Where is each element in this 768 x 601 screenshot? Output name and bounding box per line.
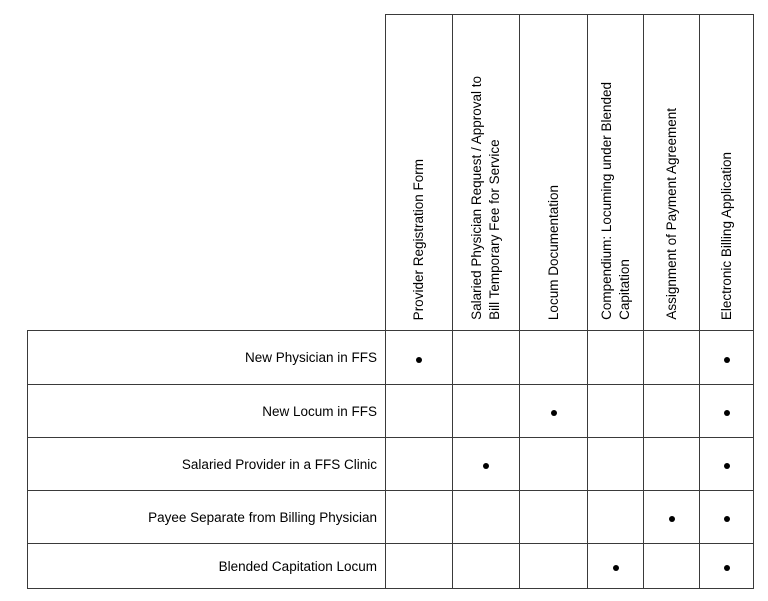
bullet-icon: [613, 565, 619, 571]
table-cell: [385, 330, 453, 385]
table-cell: [587, 437, 644, 491]
table-cell: [699, 384, 754, 438]
table-cell: [452, 543, 520, 589]
table-cell: [519, 384, 588, 438]
row-header: [27, 330, 386, 385]
table-cell: [643, 384, 700, 438]
column-header-label: Compendium: Locuming under Blended Capitation: [598, 82, 632, 320]
row-header: [27, 543, 386, 589]
bullet-icon: [483, 463, 489, 469]
table-cell: [699, 437, 754, 491]
table-cell: [643, 437, 700, 491]
table-cell: [587, 330, 644, 385]
column-header: [385, 14, 453, 331]
bullet-icon: [724, 516, 730, 522]
table-cell: [519, 490, 588, 544]
table-cell: [587, 543, 644, 589]
table-cell: [385, 490, 453, 544]
table-cell: [587, 384, 644, 438]
table-cell: [699, 543, 754, 589]
table-cell: [587, 490, 644, 544]
table-cell: [452, 330, 520, 385]
bullet-icon: [724, 410, 730, 416]
bullet-icon: [724, 565, 730, 571]
row-label: Blended Capitation Locum: [218, 558, 377, 574]
table-cell: [643, 490, 700, 544]
table-cell: [385, 384, 453, 438]
bullet-icon: [551, 410, 557, 416]
table-cell: [519, 330, 588, 385]
column-header-label: Locum Documentation: [545, 184, 561, 320]
table-cell: [385, 543, 453, 589]
table-cell: [699, 330, 754, 385]
table-cell: [643, 330, 700, 385]
bullet-icon: [724, 357, 730, 363]
bullet-icon: [669, 516, 675, 522]
table-cell: [519, 543, 588, 589]
table-cell: [519, 437, 588, 491]
row-label: New Physician in FFS: [244, 350, 377, 365]
table-cell: [699, 490, 754, 544]
column-header-label: Assignment of Payment Agreement: [663, 108, 679, 320]
row-header: [27, 437, 386, 491]
column-header: [587, 14, 644, 331]
table-cell: [452, 490, 520, 544]
row-label: New Locum in FFS: [262, 403, 377, 419]
column-header: [699, 14, 754, 331]
table-cell: [452, 437, 520, 491]
column-header-label: Salaried Physician Request / Approval to Bill Temporary Fee for Service: [469, 76, 502, 320]
column-header: [519, 14, 588, 331]
row-header: [27, 490, 386, 544]
table-cell: [643, 543, 700, 589]
table-cell: [452, 384, 520, 438]
bullet-icon: [416, 357, 422, 363]
column-header-label: Electronic Billing Application: [718, 151, 734, 320]
column-header-label: Provider Registration Form: [411, 158, 426, 320]
row-header: [27, 384, 386, 438]
column-header: [452, 14, 520, 331]
row-label: Payee Separate from Billing Physician: [148, 509, 377, 525]
row-label: Salaried Provider in a FFS Clinic: [181, 456, 377, 472]
table-cell: [385, 437, 453, 491]
column-header: [643, 14, 700, 331]
bullet-icon: [724, 463, 730, 469]
